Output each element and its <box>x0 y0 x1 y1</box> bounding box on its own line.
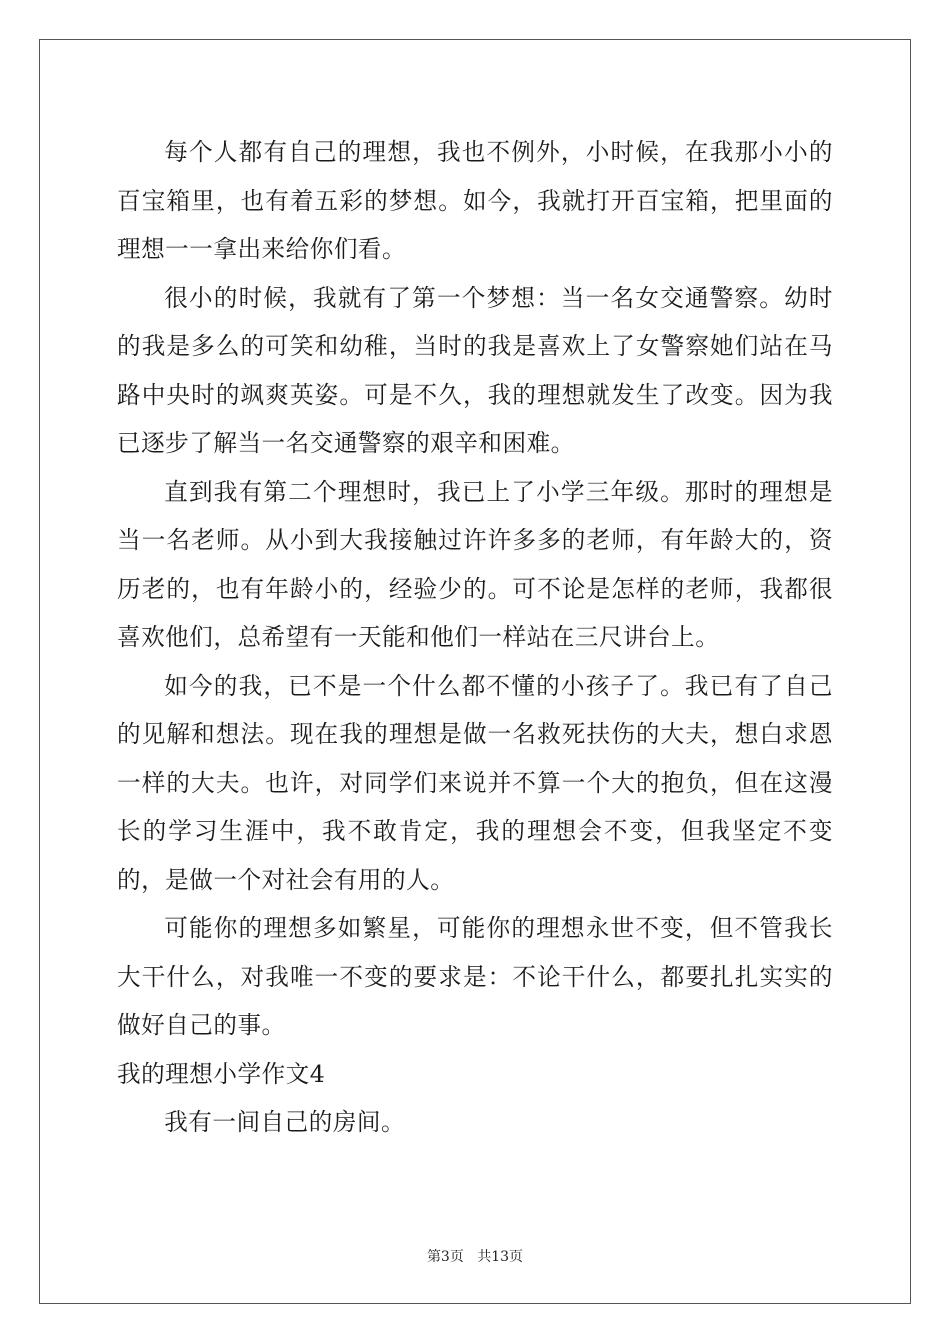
page-number: 第3页 <box>426 1249 464 1265</box>
paragraph: 直到我有第二个理想时，我已上了小学三年级。那时的理想是当一名老师。从小到大我接触过许许多多的老师，有年龄大的，资历老的，也有年龄小的，经验少的。可不论是怎样的老师，我都很喜欢他们，总希望有一天能和他们一样站在三尺讲台上。 <box>117 477 833 651</box>
section-title: 我的理想小学作文4 <box>117 1059 326 1088</box>
paragraph: 可能你的理想多如繁星，可能你的理想永世不变，但不管我长大干什么，对我唯一不变的要求是：不论干什么，都要扎扎实实的做好自己的事。 <box>117 914 833 1039</box>
document-body <box>117 128 833 1147</box>
page-footer <box>0 1246 950 1266</box>
paragraph: 很小的时候，我就有了第一个梦想：当一名女交通警察。幼时的我是多么的可笑和幼稚，当时的我是喜欢上了女警察她们站在马路中央时的飒爽英姿。可是不久，我的理想就发生了改变。因为我已逐步了解当一名交通警察的艰辛和困难。 <box>117 283 833 457</box>
page-total: 共13页 <box>477 1249 524 1265</box>
paragraph: 如今的我，已不是一个什么都不懂的小孩子了。我已有了自己的见解和想法。现在我的理想是做一名救死扶伤的大夫，想白求恩一样的大夫。也许，对同学们来说并不算一个大的抱负，但在这漫长的学习生涯中，我不敢肯定，我的理想会不变，但我坚定不变的，是做一个对社会有用的人。 <box>117 671 833 894</box>
paragraph: 我有一间自己的房间。 <box>164 1108 406 1136</box>
paragraph: 每个人都有自己的理想，我也不例外，小时候，在我那小小的百宝箱里，也有着五彩的梦想。如今，我就打开百宝箱，把里面的理想一一拿出来给你们看。 <box>117 138 833 263</box>
